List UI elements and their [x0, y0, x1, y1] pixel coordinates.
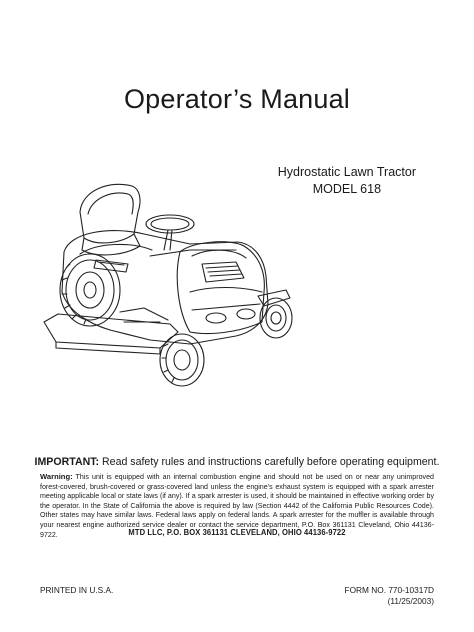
form-number: FORM NO. 770-10317D	[344, 585, 434, 595]
important-text: Read safety rules and instructions carefully before operating equipment.	[99, 456, 440, 468]
front-right-wheel	[260, 298, 292, 338]
printed-in: PRINTED IN U.S.A.	[40, 585, 114, 595]
form-number-block	[345, 585, 434, 607]
warning-label: Warning:	[40, 472, 73, 481]
hood	[177, 242, 264, 334]
form-date: (11/25/2003)	[387, 596, 434, 606]
front-wheel	[160, 334, 204, 386]
lawn-tractor-illustration	[40, 172, 302, 394]
important-notice	[0, 456, 474, 468]
product-name: Hydrostatic Lawn Tractor	[277, 165, 416, 179]
manual-title: Operator’s Manual	[123, 84, 351, 114]
product-model: MODEL 618	[312, 182, 382, 196]
company-address: MTD LLC, P.O. BOX 361131 CLEVELAND, OHIO 44136-9722	[128, 528, 346, 537]
important-label: IMPORTANT:	[34, 456, 100, 468]
warning-text: This unit is equipped with an internal combustion engine and should not be used on or near any unimproved forest-covered, brush-covered or grass-covered land unless the engine’s exhaust system is equipped with a spark arrester meeting applicable local or state laws (if any). If a spark arrester is used, it should be maintained in effective working order by the operator. In the State of California the above is required by law (Section 4442 of the California Public Resources Code). Other states may have similar laws. Federal laws apply on federal lands. A spark arrester for the muffler is available through your nearest engine authorized service dealer or contact the service department, P.O. Box 361131 Cleveland, Ohio 44136-9722.	[40, 473, 434, 539]
steering-wheel	[146, 215, 194, 250]
